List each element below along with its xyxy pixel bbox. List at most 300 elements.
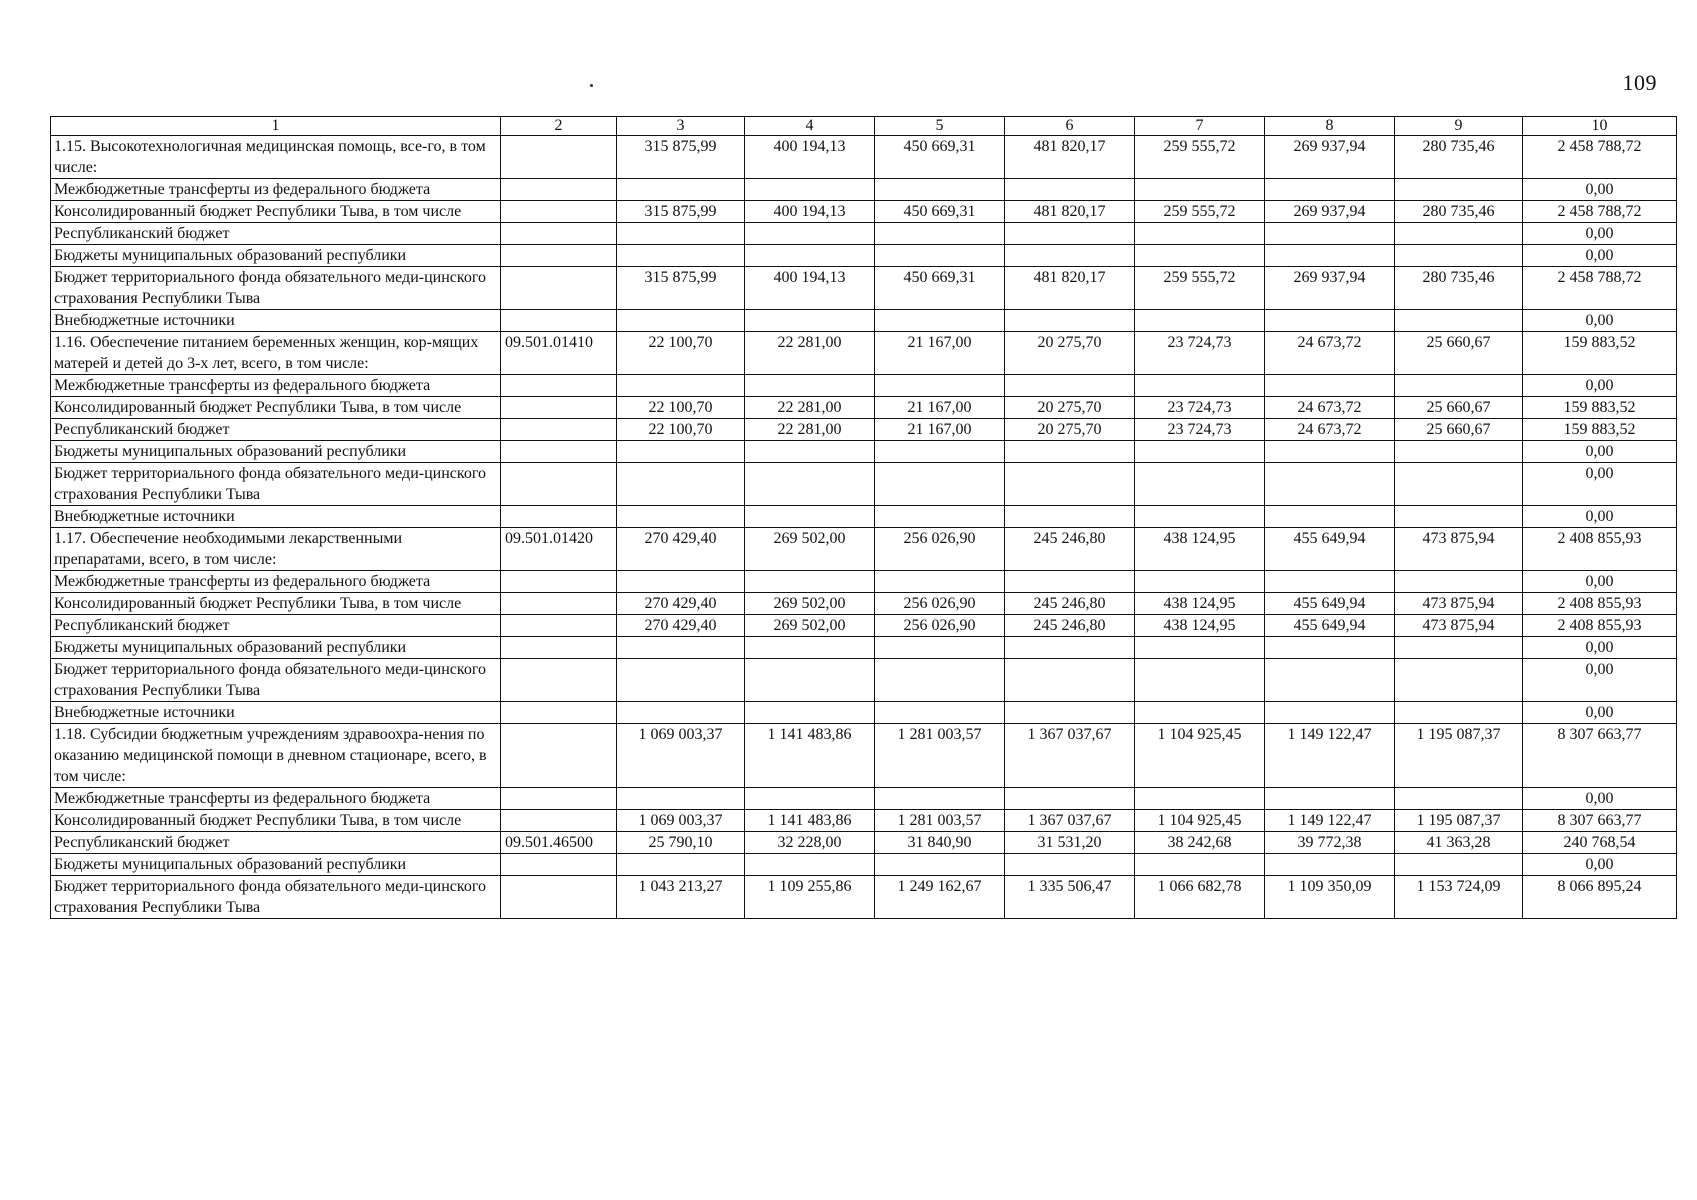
row-label: Консолидированный бюджет Республики Тыва, в том числе bbox=[51, 593, 501, 615]
budget-code bbox=[501, 571, 617, 593]
budget-code bbox=[501, 310, 617, 332]
amount-cell: 315 875,99 bbox=[617, 267, 745, 310]
amount-cell bbox=[1265, 788, 1395, 810]
amount-cell: 0,00 bbox=[1523, 854, 1677, 876]
amount-cell bbox=[1005, 659, 1135, 702]
amount-cell bbox=[1005, 375, 1135, 397]
row-label: Бюджет территориального фонда обязательного меди-цинского страхования Республики Тыва bbox=[51, 876, 501, 919]
amount-cell: 473 875,94 bbox=[1395, 528, 1523, 571]
amount-cell: 256 026,90 bbox=[875, 615, 1005, 637]
amount-cell bbox=[1265, 441, 1395, 463]
amount-cell: 22 281,00 bbox=[745, 397, 875, 419]
row-label: Бюджет территориального фонда обязательного меди-цинского страхования Республики Тыва bbox=[51, 659, 501, 702]
budget-code bbox=[501, 724, 617, 788]
amount-cell: 245 246,80 bbox=[1005, 528, 1135, 571]
row-label: Внебюджетные источники bbox=[51, 702, 501, 724]
row-label: Республиканский бюджет bbox=[51, 419, 501, 441]
budget-table bbox=[50, 116, 1677, 919]
amount-cell: 0,00 bbox=[1523, 245, 1677, 267]
budget-code bbox=[501, 876, 617, 919]
amount-cell bbox=[1005, 854, 1135, 876]
row-label: Межбюджетные трансферты из федерального бюджета bbox=[51, 375, 501, 397]
amount-cell bbox=[745, 463, 875, 506]
budget-code bbox=[501, 136, 617, 179]
amount-cell bbox=[1005, 571, 1135, 593]
table-row bbox=[51, 179, 1677, 201]
header-row bbox=[51, 117, 1677, 136]
amount-cell: 240 768,54 bbox=[1523, 832, 1677, 854]
budget-code bbox=[501, 441, 617, 463]
column-header-2: 2 bbox=[501, 117, 617, 136]
amount-cell bbox=[875, 788, 1005, 810]
budget-code bbox=[501, 615, 617, 637]
amount-cell: 450 669,31 bbox=[875, 267, 1005, 310]
amount-cell bbox=[1265, 375, 1395, 397]
budget-code bbox=[501, 506, 617, 528]
amount-cell: 22 100,70 bbox=[617, 419, 745, 441]
amount-cell: 1 367 037,67 bbox=[1005, 724, 1135, 788]
amount-cell: 455 649,94 bbox=[1265, 615, 1395, 637]
amount-cell: 269 502,00 bbox=[745, 593, 875, 615]
amount-cell bbox=[745, 788, 875, 810]
row-label: 1.18. Субсидии бюджетным учреждениям здравоохра-нения по оказанию медицинской помощи в дневном стационаре, всего, в том числе: bbox=[51, 724, 501, 788]
amount-cell bbox=[617, 788, 745, 810]
column-header-4: 4 bbox=[745, 117, 875, 136]
amount-cell bbox=[875, 637, 1005, 659]
amount-cell bbox=[1265, 637, 1395, 659]
amount-cell bbox=[617, 441, 745, 463]
budget-code: 09.501.01410 bbox=[501, 332, 617, 375]
table-row bbox=[51, 245, 1677, 267]
row-label: Консолидированный бюджет Республики Тыва, в том числе bbox=[51, 201, 501, 223]
amount-cell: 0,00 bbox=[1523, 375, 1677, 397]
budget-code bbox=[501, 810, 617, 832]
amount-cell bbox=[875, 702, 1005, 724]
amount-cell: 1 195 087,37 bbox=[1395, 724, 1523, 788]
budget-code bbox=[501, 788, 617, 810]
table-row bbox=[51, 702, 1677, 724]
amount-cell bbox=[1005, 637, 1135, 659]
column-header-6: 6 bbox=[1005, 117, 1135, 136]
amount-cell: 1 335 506,47 bbox=[1005, 876, 1135, 919]
page-number: 109 bbox=[1622, 70, 1657, 95]
table-row bbox=[51, 615, 1677, 637]
amount-cell: 1 195 087,37 bbox=[1395, 810, 1523, 832]
amount-cell bbox=[745, 179, 875, 201]
amount-cell bbox=[1135, 223, 1265, 245]
amount-cell bbox=[617, 463, 745, 506]
amount-cell: 25 660,67 bbox=[1395, 397, 1523, 419]
amount-cell: 1 149 122,47 bbox=[1265, 724, 1395, 788]
amount-cell bbox=[1005, 441, 1135, 463]
amount-cell: 2 408 855,93 bbox=[1523, 615, 1677, 637]
amount-cell bbox=[1135, 310, 1265, 332]
amount-cell bbox=[745, 245, 875, 267]
amount-cell: 25 660,67 bbox=[1395, 419, 1523, 441]
amount-cell: 269 937,94 bbox=[1265, 201, 1395, 223]
amount-cell bbox=[1265, 702, 1395, 724]
amount-cell: 280 735,46 bbox=[1395, 201, 1523, 223]
amount-cell bbox=[1265, 463, 1395, 506]
amount-cell bbox=[745, 223, 875, 245]
amount-cell: 0,00 bbox=[1523, 223, 1677, 245]
amount-cell bbox=[1135, 702, 1265, 724]
amount-cell: 1 141 483,86 bbox=[745, 810, 875, 832]
amount-cell bbox=[745, 854, 875, 876]
amount-cell: 2 458 788,72 bbox=[1523, 267, 1677, 310]
row-label: Консолидированный бюджет Республики Тыва, в том числе bbox=[51, 810, 501, 832]
amount-cell bbox=[1135, 375, 1265, 397]
amount-cell: 23 724,73 bbox=[1135, 332, 1265, 375]
column-header-8: 8 bbox=[1265, 117, 1395, 136]
table-row bbox=[51, 637, 1677, 659]
table-row bbox=[51, 419, 1677, 441]
amount-cell: 473 875,94 bbox=[1395, 593, 1523, 615]
amount-cell: 23 724,73 bbox=[1135, 397, 1265, 419]
amount-cell: 20 275,70 bbox=[1005, 332, 1135, 375]
budget-code: 09.501.46500 bbox=[501, 832, 617, 854]
budget-code bbox=[501, 267, 617, 310]
budget-code bbox=[501, 201, 617, 223]
amount-cell bbox=[1265, 245, 1395, 267]
table-row bbox=[51, 223, 1677, 245]
amount-cell: 38 242,68 bbox=[1135, 832, 1265, 854]
amount-cell: 1 149 122,47 bbox=[1265, 810, 1395, 832]
amount-cell bbox=[617, 375, 745, 397]
amount-cell: 21 167,00 bbox=[875, 397, 1005, 419]
row-label: Бюджет территориального фонда обязательного меди-цинского страхования Республики Тыва bbox=[51, 267, 501, 310]
amount-cell bbox=[1395, 179, 1523, 201]
amount-cell bbox=[1395, 854, 1523, 876]
amount-cell bbox=[617, 245, 745, 267]
amount-cell: 1 069 003,37 bbox=[617, 724, 745, 788]
amount-cell: 270 429,40 bbox=[617, 593, 745, 615]
amount-cell: 438 124,95 bbox=[1135, 615, 1265, 637]
amount-cell: 23 724,73 bbox=[1135, 419, 1265, 441]
amount-cell bbox=[1265, 659, 1395, 702]
amount-cell: 2 458 788,72 bbox=[1523, 136, 1677, 179]
amount-cell: 31 531,20 bbox=[1005, 832, 1135, 854]
amount-cell: 159 883,52 bbox=[1523, 332, 1677, 375]
table-row bbox=[51, 506, 1677, 528]
amount-cell bbox=[875, 659, 1005, 702]
table-row bbox=[51, 375, 1677, 397]
row-label: Межбюджетные трансферты из федерального бюджета bbox=[51, 571, 501, 593]
table-row bbox=[51, 267, 1677, 310]
amount-cell bbox=[1265, 223, 1395, 245]
amount-cell: 1 069 003,37 bbox=[617, 810, 745, 832]
amount-cell bbox=[1395, 702, 1523, 724]
amount-cell: 8 307 663,77 bbox=[1523, 810, 1677, 832]
budget-code bbox=[501, 659, 617, 702]
amount-cell bbox=[875, 441, 1005, 463]
budget-code bbox=[501, 593, 617, 615]
budget-code bbox=[501, 854, 617, 876]
amount-cell: 1 104 925,45 bbox=[1135, 724, 1265, 788]
amount-cell bbox=[1005, 506, 1135, 528]
amount-cell: 0,00 bbox=[1523, 441, 1677, 463]
amount-cell bbox=[617, 506, 745, 528]
table-row bbox=[51, 659, 1677, 702]
amount-cell: 22 100,70 bbox=[617, 397, 745, 419]
amount-cell: 31 840,90 bbox=[875, 832, 1005, 854]
amount-cell: 269 937,94 bbox=[1265, 136, 1395, 179]
amount-cell: 269 937,94 bbox=[1265, 267, 1395, 310]
amount-cell: 0,00 bbox=[1523, 179, 1677, 201]
amount-cell bbox=[1395, 788, 1523, 810]
amount-cell bbox=[1005, 223, 1135, 245]
amount-cell: 269 502,00 bbox=[745, 615, 875, 637]
amount-cell: 0,00 bbox=[1523, 571, 1677, 593]
amount-cell bbox=[745, 702, 875, 724]
amount-cell bbox=[1005, 788, 1135, 810]
column-header-7: 7 bbox=[1135, 117, 1265, 136]
amount-cell bbox=[1395, 245, 1523, 267]
amount-cell bbox=[1135, 854, 1265, 876]
amount-cell: 0,00 bbox=[1523, 788, 1677, 810]
amount-cell: 245 246,80 bbox=[1005, 593, 1135, 615]
amount-cell bbox=[875, 506, 1005, 528]
table-row bbox=[51, 788, 1677, 810]
amount-cell: 438 124,95 bbox=[1135, 528, 1265, 571]
amount-cell bbox=[1265, 310, 1395, 332]
amount-cell: 256 026,90 bbox=[875, 528, 1005, 571]
row-label: Республиканский бюджет bbox=[51, 832, 501, 854]
amount-cell: 20 275,70 bbox=[1005, 419, 1135, 441]
row-label: 1.15. Высокотехнологичная медицинская помощь, все-го, в том числе: bbox=[51, 136, 501, 179]
amount-cell bbox=[1005, 245, 1135, 267]
table-row bbox=[51, 136, 1677, 179]
amount-cell: 2 408 855,93 bbox=[1523, 593, 1677, 615]
table-row bbox=[51, 463, 1677, 506]
amount-cell: 41 363,28 bbox=[1395, 832, 1523, 854]
column-header-3: 3 bbox=[617, 117, 745, 136]
amount-cell: 400 194,13 bbox=[745, 201, 875, 223]
amount-cell: 0,00 bbox=[1523, 506, 1677, 528]
amount-cell bbox=[1395, 463, 1523, 506]
table-row bbox=[51, 397, 1677, 419]
amount-cell: 315 875,99 bbox=[617, 201, 745, 223]
amount-cell bbox=[1005, 179, 1135, 201]
row-label: Консолидированный бюджет Республики Тыва, в том числе bbox=[51, 397, 501, 419]
amount-cell bbox=[1135, 463, 1265, 506]
amount-cell bbox=[1005, 310, 1135, 332]
table-row bbox=[51, 832, 1677, 854]
amount-cell bbox=[1135, 245, 1265, 267]
amount-cell bbox=[1265, 179, 1395, 201]
amount-cell: 21 167,00 bbox=[875, 419, 1005, 441]
amount-cell bbox=[617, 854, 745, 876]
amount-cell bbox=[1135, 506, 1265, 528]
row-label: Бюджеты муниципальных образований республики bbox=[51, 637, 501, 659]
amount-cell: 1 104 925,45 bbox=[1135, 810, 1265, 832]
table-row bbox=[51, 810, 1677, 832]
amount-cell: 32 228,00 bbox=[745, 832, 875, 854]
column-header-5: 5 bbox=[875, 117, 1005, 136]
amount-cell: 21 167,00 bbox=[875, 332, 1005, 375]
amount-cell bbox=[745, 310, 875, 332]
amount-cell bbox=[1135, 637, 1265, 659]
amount-cell bbox=[745, 375, 875, 397]
table-row bbox=[51, 528, 1677, 571]
amount-cell bbox=[617, 223, 745, 245]
amount-cell: 269 502,00 bbox=[745, 528, 875, 571]
column-header-1: 1 bbox=[51, 117, 501, 136]
amount-cell: 1 109 350,09 bbox=[1265, 876, 1395, 919]
row-label: Республиканский бюджет bbox=[51, 615, 501, 637]
amount-cell bbox=[1135, 441, 1265, 463]
table-row bbox=[51, 571, 1677, 593]
amount-cell: 400 194,13 bbox=[745, 136, 875, 179]
amount-cell: 0,00 bbox=[1523, 659, 1677, 702]
amount-cell bbox=[617, 179, 745, 201]
amount-cell bbox=[875, 245, 1005, 267]
amount-cell bbox=[1395, 310, 1523, 332]
amount-cell: 481 820,17 bbox=[1005, 136, 1135, 179]
amount-cell: 25 790,10 bbox=[617, 832, 745, 854]
budget-code bbox=[501, 397, 617, 419]
amount-cell: 1 043 213,27 bbox=[617, 876, 745, 919]
amount-cell: 22 281,00 bbox=[745, 419, 875, 441]
amount-cell bbox=[875, 854, 1005, 876]
amount-cell: 473 875,94 bbox=[1395, 615, 1523, 637]
amount-cell bbox=[745, 637, 875, 659]
amount-cell: 8 066 895,24 bbox=[1523, 876, 1677, 919]
table-row bbox=[51, 310, 1677, 332]
amount-cell: 259 555,72 bbox=[1135, 136, 1265, 179]
table-row bbox=[51, 593, 1677, 615]
amount-cell: 159 883,52 bbox=[1523, 397, 1677, 419]
amount-cell: 1 249 162,67 bbox=[875, 876, 1005, 919]
amount-cell: 400 194,13 bbox=[745, 267, 875, 310]
budget-code bbox=[501, 375, 617, 397]
amount-cell: 0,00 bbox=[1523, 702, 1677, 724]
amount-cell: 270 429,40 bbox=[617, 615, 745, 637]
table-row bbox=[51, 201, 1677, 223]
amount-cell: 455 649,94 bbox=[1265, 528, 1395, 571]
row-label: Бюджет территориального фонда обязательного меди-цинского страхования Республики Тыва bbox=[51, 463, 501, 506]
amount-cell: 8 307 663,77 bbox=[1523, 724, 1677, 788]
amount-cell: 481 820,17 bbox=[1005, 267, 1135, 310]
amount-cell bbox=[1395, 637, 1523, 659]
amount-cell bbox=[875, 463, 1005, 506]
amount-cell: 256 026,90 bbox=[875, 593, 1005, 615]
budget-code bbox=[501, 637, 617, 659]
amount-cell bbox=[1005, 463, 1135, 506]
amount-cell: 0,00 bbox=[1523, 637, 1677, 659]
amount-cell: 20 275,70 bbox=[1005, 397, 1135, 419]
amount-cell bbox=[1005, 702, 1135, 724]
budget-code bbox=[501, 245, 617, 267]
amount-cell: 159 883,52 bbox=[1523, 419, 1677, 441]
amount-cell bbox=[617, 659, 745, 702]
row-label: Межбюджетные трансферты из федерального бюджета bbox=[51, 788, 501, 810]
amount-cell bbox=[745, 506, 875, 528]
amount-cell bbox=[1135, 659, 1265, 702]
amount-cell: 1 367 037,67 bbox=[1005, 810, 1135, 832]
amount-cell bbox=[875, 571, 1005, 593]
amount-cell bbox=[1135, 179, 1265, 201]
amount-cell bbox=[1395, 659, 1523, 702]
budget-code bbox=[501, 463, 617, 506]
row-label: 1.17. Обеспечение необходимыми лекарственными препаратами, всего, в том числе: bbox=[51, 528, 501, 571]
amount-cell: 481 820,17 bbox=[1005, 201, 1135, 223]
row-label: Бюджеты муниципальных образований республики bbox=[51, 854, 501, 876]
amount-cell bbox=[745, 659, 875, 702]
amount-cell bbox=[875, 223, 1005, 245]
budget-code: 09.501.01420 bbox=[501, 528, 617, 571]
amount-cell bbox=[617, 310, 745, 332]
amount-cell: 1 281 003,57 bbox=[875, 810, 1005, 832]
amount-cell: 24 673,72 bbox=[1265, 419, 1395, 441]
table-row bbox=[51, 441, 1677, 463]
column-header-10: 10 bbox=[1523, 117, 1677, 136]
amount-cell: 22 281,00 bbox=[745, 332, 875, 375]
row-label: Бюджеты муниципальных образований республики bbox=[51, 245, 501, 267]
amount-cell bbox=[1135, 571, 1265, 593]
column-header-9: 9 bbox=[1395, 117, 1523, 136]
amount-cell bbox=[745, 441, 875, 463]
amount-cell bbox=[617, 637, 745, 659]
amount-cell: 1 066 682,78 bbox=[1135, 876, 1265, 919]
amount-cell: 25 660,67 bbox=[1395, 332, 1523, 375]
amount-cell: 0,00 bbox=[1523, 310, 1677, 332]
amount-cell: 450 669,31 bbox=[875, 201, 1005, 223]
amount-cell bbox=[1395, 571, 1523, 593]
amount-cell: 280 735,46 bbox=[1395, 267, 1523, 310]
row-label: Бюджеты муниципальных образований республики bbox=[51, 441, 501, 463]
table-row bbox=[51, 854, 1677, 876]
amount-cell: 259 555,72 bbox=[1135, 201, 1265, 223]
amount-cell bbox=[1265, 854, 1395, 876]
amount-cell bbox=[1135, 788, 1265, 810]
amount-cell: 455 649,94 bbox=[1265, 593, 1395, 615]
amount-cell: 1 281 003,57 bbox=[875, 724, 1005, 788]
amount-cell bbox=[1395, 223, 1523, 245]
table-row bbox=[51, 876, 1677, 919]
amount-cell: 315 875,99 bbox=[617, 136, 745, 179]
amount-cell bbox=[875, 310, 1005, 332]
budget-code bbox=[501, 702, 617, 724]
amount-cell: 0,00 bbox=[1523, 463, 1677, 506]
amount-cell bbox=[1395, 506, 1523, 528]
amount-cell: 22 100,70 bbox=[617, 332, 745, 375]
amount-cell: 438 124,95 bbox=[1135, 593, 1265, 615]
row-label: Внебюджетные источники bbox=[51, 310, 501, 332]
amount-cell bbox=[1265, 506, 1395, 528]
scan-speck bbox=[590, 84, 593, 87]
row-label: Внебюджетные источники bbox=[51, 506, 501, 528]
amount-cell: 24 673,72 bbox=[1265, 397, 1395, 419]
budget-code bbox=[501, 223, 617, 245]
amount-cell: 1 153 724,09 bbox=[1395, 876, 1523, 919]
table-row bbox=[51, 724, 1677, 788]
amount-cell: 24 673,72 bbox=[1265, 332, 1395, 375]
amount-cell bbox=[745, 571, 875, 593]
amount-cell: 245 246,80 bbox=[1005, 615, 1135, 637]
amount-cell: 2 458 788,72 bbox=[1523, 201, 1677, 223]
row-label: 1.16. Обеспечение питанием беременных женщин, кор-мящих матерей и детей до 3-х лет, всего, в том числе: bbox=[51, 332, 501, 375]
amount-cell: 2 408 855,93 bbox=[1523, 528, 1677, 571]
amount-cell: 259 555,72 bbox=[1135, 267, 1265, 310]
amount-cell: 1 141 483,86 bbox=[745, 724, 875, 788]
amount-cell bbox=[1395, 441, 1523, 463]
amount-cell bbox=[617, 702, 745, 724]
budget-code bbox=[501, 179, 617, 201]
amount-cell bbox=[1265, 571, 1395, 593]
amount-cell: 39 772,38 bbox=[1265, 832, 1395, 854]
budget-code bbox=[501, 419, 617, 441]
